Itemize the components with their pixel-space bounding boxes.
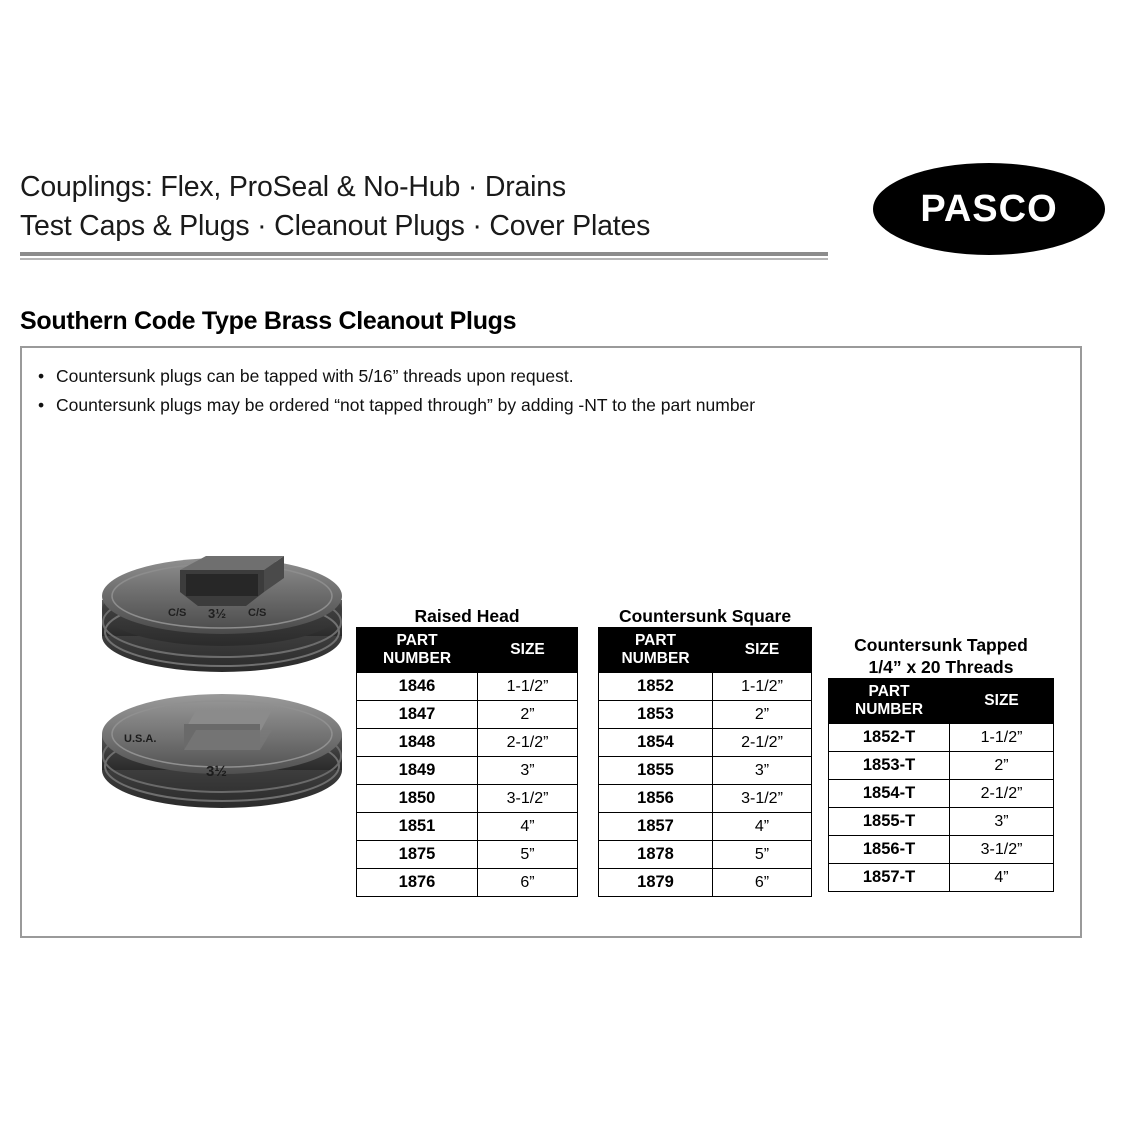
cell-size: 1-1/2” xyxy=(713,673,812,701)
logo-ellipse xyxy=(873,163,1105,255)
header-line-1: Couplings: Flex, ProSeal & No-Hub · Drains xyxy=(20,171,566,203)
svg-text:3½: 3½ xyxy=(206,763,227,780)
cell-part-number: 1856-T xyxy=(829,836,950,864)
cell-size: 2-1/2” xyxy=(478,729,578,757)
table-raised-head xyxy=(356,627,578,897)
svg-text:U.S.A.: U.S.A. xyxy=(124,733,157,745)
cell-part-number: 1855-T xyxy=(829,808,950,836)
cell-part-number: 1857-T xyxy=(829,864,950,892)
cell-size: 2-1/2” xyxy=(950,780,1054,808)
cell-size: 6” xyxy=(713,869,812,897)
table-row xyxy=(829,780,1054,808)
table-row xyxy=(829,836,1054,864)
header-titles xyxy=(20,168,850,246)
column-header-part-number: PART NUMBER xyxy=(829,679,950,724)
cell-part-number: 1846 xyxy=(357,673,478,701)
column-header-part-number: PART NUMBER xyxy=(357,628,478,673)
svg-text:3½: 3½ xyxy=(208,606,227,621)
cell-part-number: 1854 xyxy=(599,729,713,757)
svg-text:C/S: C/S xyxy=(168,607,187,619)
cell-part-number: 1876 xyxy=(357,869,478,897)
cell-size: 4” xyxy=(713,813,812,841)
cell-size: 3” xyxy=(950,808,1054,836)
bullet-icon: • xyxy=(38,366,45,386)
cell-part-number: 1854-T xyxy=(829,780,950,808)
table-row xyxy=(599,701,812,729)
cell-size: 2” xyxy=(713,701,812,729)
cell-part-number: 1847 xyxy=(357,701,478,729)
notes-list xyxy=(38,362,1038,420)
cell-size: 5” xyxy=(713,841,812,869)
caption-line-2: 1/4” x 20 Threads xyxy=(868,657,1014,677)
column-header-size: SIZE xyxy=(713,628,812,673)
table-countersunk-square xyxy=(598,627,812,897)
cell-part-number: 1849 xyxy=(357,757,478,785)
table-row xyxy=(599,869,812,897)
plug-raised-head xyxy=(102,556,342,672)
table-row xyxy=(829,724,1054,752)
cell-size: 3-1/2” xyxy=(478,785,578,813)
table-countersunk-tapped xyxy=(828,678,1054,892)
column-header-size: SIZE xyxy=(950,679,1054,724)
table-header-row xyxy=(829,679,1054,724)
table-row xyxy=(357,673,578,701)
column-header-size: SIZE xyxy=(478,628,578,673)
table-raised-head-wrap xyxy=(356,605,578,897)
cell-part-number: 1856 xyxy=(599,785,713,813)
table-row xyxy=(599,729,812,757)
table-countersunk-square-wrap xyxy=(598,605,812,897)
table-row xyxy=(599,785,812,813)
cell-part-number: 1878 xyxy=(599,841,713,869)
cell-size: 3” xyxy=(713,757,812,785)
list-item xyxy=(38,362,1038,391)
table-row xyxy=(599,757,812,785)
cell-part-number: 1853-T xyxy=(829,752,950,780)
cell-size: 3” xyxy=(478,757,578,785)
header-divider-secondary xyxy=(20,258,828,260)
cell-part-number: 1853 xyxy=(599,701,713,729)
table-header-row xyxy=(357,628,578,673)
cell-part-number: 1851 xyxy=(357,813,478,841)
list-item xyxy=(38,391,1038,420)
table-row xyxy=(599,673,812,701)
column-header-part-number: PART NUMBER xyxy=(599,628,713,673)
header-divider xyxy=(20,252,828,256)
table-row xyxy=(829,864,1054,892)
cell-size: 6” xyxy=(478,869,578,897)
cell-part-number: 1879 xyxy=(599,869,713,897)
table-row xyxy=(599,841,812,869)
note-text: Countersunk plugs may be ordered “not tapped through” by adding -NT to the part number xyxy=(56,395,756,415)
cell-size: 4” xyxy=(478,813,578,841)
table-row xyxy=(599,813,812,841)
cell-size: 1-1/2” xyxy=(478,673,578,701)
cell-part-number: 1875 xyxy=(357,841,478,869)
plug-countersunk-square xyxy=(102,694,342,808)
cell-part-number: 1857 xyxy=(599,813,713,841)
bullet-icon: • xyxy=(38,395,45,415)
table-row xyxy=(357,813,578,841)
cell-part-number: 1855 xyxy=(599,757,713,785)
logo-text: PASCO xyxy=(920,187,1058,230)
svg-text:C/S: C/S xyxy=(248,607,267,619)
table-countersunk-tapped-wrap xyxy=(828,634,1054,892)
cell-size: 3-1/2” xyxy=(713,785,812,813)
cell-size: 4” xyxy=(950,864,1054,892)
caption-line-1: Countersunk Tapped xyxy=(854,635,1028,655)
table-row xyxy=(357,785,578,813)
table-caption-countersunk-tapped xyxy=(828,634,1054,678)
table-caption-countersunk-square: Countersunk Square xyxy=(618,606,792,626)
table-header-row xyxy=(599,628,812,673)
table-row xyxy=(357,841,578,869)
table-row xyxy=(357,869,578,897)
table-row xyxy=(357,729,578,757)
product-photo xyxy=(96,518,348,830)
cell-size: 5” xyxy=(478,841,578,869)
table-row xyxy=(829,808,1054,836)
cell-size: 3-1/2” xyxy=(950,836,1054,864)
cell-part-number: 1852-T xyxy=(829,724,950,752)
table-row xyxy=(357,701,578,729)
table-row xyxy=(357,757,578,785)
table-row xyxy=(829,752,1054,780)
cell-size: 1-1/2” xyxy=(950,724,1054,752)
page-title: Southern Code Type Brass Cleanout Plugs xyxy=(20,307,517,335)
cell-part-number: 1848 xyxy=(357,729,478,757)
pasco-logo xyxy=(873,163,1105,255)
cell-size: 2” xyxy=(950,752,1054,780)
cell-part-number: 1850 xyxy=(357,785,478,813)
table-caption-raised-head: Raised Head xyxy=(414,606,520,626)
cell-size: 2” xyxy=(478,701,578,729)
cell-part-number: 1852 xyxy=(599,673,713,701)
header-line-2: Test Caps & Plugs · Cleanout Plugs · Cover Plates xyxy=(20,210,651,242)
note-text: Countersunk plugs can be tapped with 5/16” threads upon request. xyxy=(56,366,574,386)
cell-size: 2-1/2” xyxy=(713,729,812,757)
